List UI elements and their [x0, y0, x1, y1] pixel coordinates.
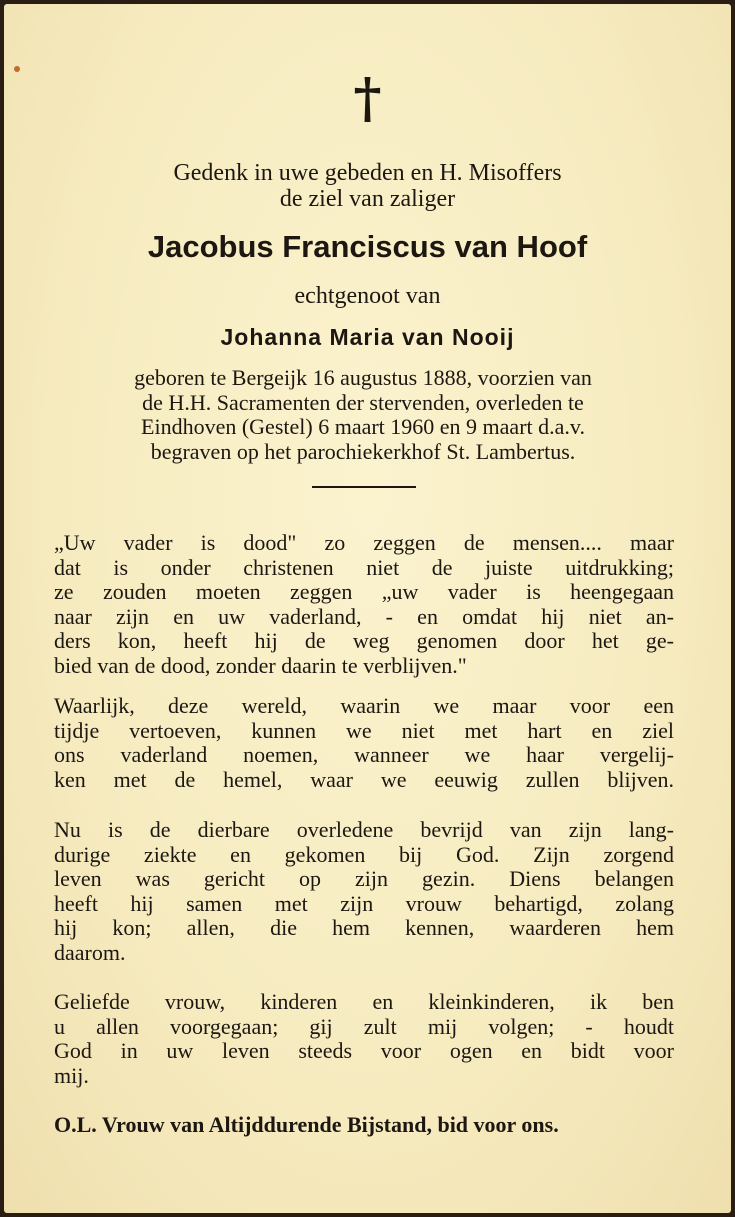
paragraph-line: durige ziekte en gekomen bij God. Zijn zorgend — [54, 841, 674, 867]
paragraph-line: bied van de dood, zonder daarin te verblijven." — [54, 652, 467, 678]
paragraph-line: ders kon, heeft hij de weg genomen door het ge- — [54, 628, 674, 654]
paragraph-line: Nu is de dierbare overledene bevrijd van zijn lang- — [54, 817, 674, 842]
paragraph-line: ze zouden moeten zeggen „uw vader is heengegaan — [54, 579, 674, 605]
paragraph-line: daarom. — [54, 939, 126, 965]
paragraph-2 — [54, 694, 674, 792]
intro-line: Gedenk in uwe gebeden en H. Misoffers — [173, 160, 562, 186]
paragraph-line: Geliefde vrouw, kinderen en kleinkinderen, ik ben — [54, 989, 674, 1014]
paragraph-line: heeft hij samen met zijn vrouw behartigd, zolang — [54, 890, 674, 916]
paragraph-line: tijdje vertoeven, kunnen we niet met hart en ziel — [54, 717, 674, 743]
paragraph-line: „Uw vader is dood" zo zeggen de mensen.... maar — [54, 530, 674, 555]
intro-line: de ziel van zaliger — [279, 186, 456, 212]
paragraph-1 — [54, 531, 674, 679]
paragraph-line: God in uw leven steeds voor ogen en bidt voor — [54, 1038, 674, 1064]
paragraph-line: hij kon; allen, die hem kennen, waarderen hem — [54, 915, 674, 941]
paragraph-line: Waarlijk, deze wereld, waarin we maar voor een — [54, 693, 674, 718]
intro-text — [4, 160, 731, 212]
paragraph-line: naar zijn en uw vaderland, - en omdat hij niet an- — [54, 603, 674, 629]
details-line: Eindhoven (Gestel) 6 maart 1960 en 9 maart d.a.v. — [141, 414, 585, 439]
divider-rule — [312, 486, 416, 488]
paragraph-3 — [54, 818, 674, 966]
paragraph-line: mij. — [54, 1062, 89, 1088]
paragraph-4 — [54, 990, 674, 1088]
spouse-name: Johanna Maria van Nooij — [220, 324, 515, 350]
details-line: geboren te Bergeijk 16 augustus 1888, voorzien van — [134, 365, 592, 390]
closing-prayer: O.L. Vrouw van Altijddurende Bijstand, bid voor ons. — [54, 1112, 559, 1137]
paragraph-line: dat is onder christenen niet de juiste uitdrukking; — [54, 554, 674, 580]
paragraph-line: leven was gericht op zijn gezin. Diens belangen — [54, 866, 674, 892]
paragraph-line: ons vaderland noemen, wanneer we haar vergelij- — [54, 742, 674, 768]
details-line: de H.H. Sacramenten der stervenden, overleden te — [142, 389, 584, 415]
deceased-name: Jacobus Franciscus van Hoof — [147, 229, 588, 264]
paragraph-line: u allen voorgegaan; gij zult mij volgen; - houdt — [54, 1013, 674, 1039]
spouse-intro: echtgenoot van — [294, 283, 441, 309]
paragraph-line: ken met de hemel, waar we eeuwig zullen blijven. — [54, 766, 674, 792]
memorial-card — [4, 4, 731, 1213]
birth-death-details — [54, 366, 672, 464]
cross-symbol: † — [353, 66, 382, 130]
details-line: begraven op het parochiekerkhof St. Lambertus. — [150, 438, 576, 464]
